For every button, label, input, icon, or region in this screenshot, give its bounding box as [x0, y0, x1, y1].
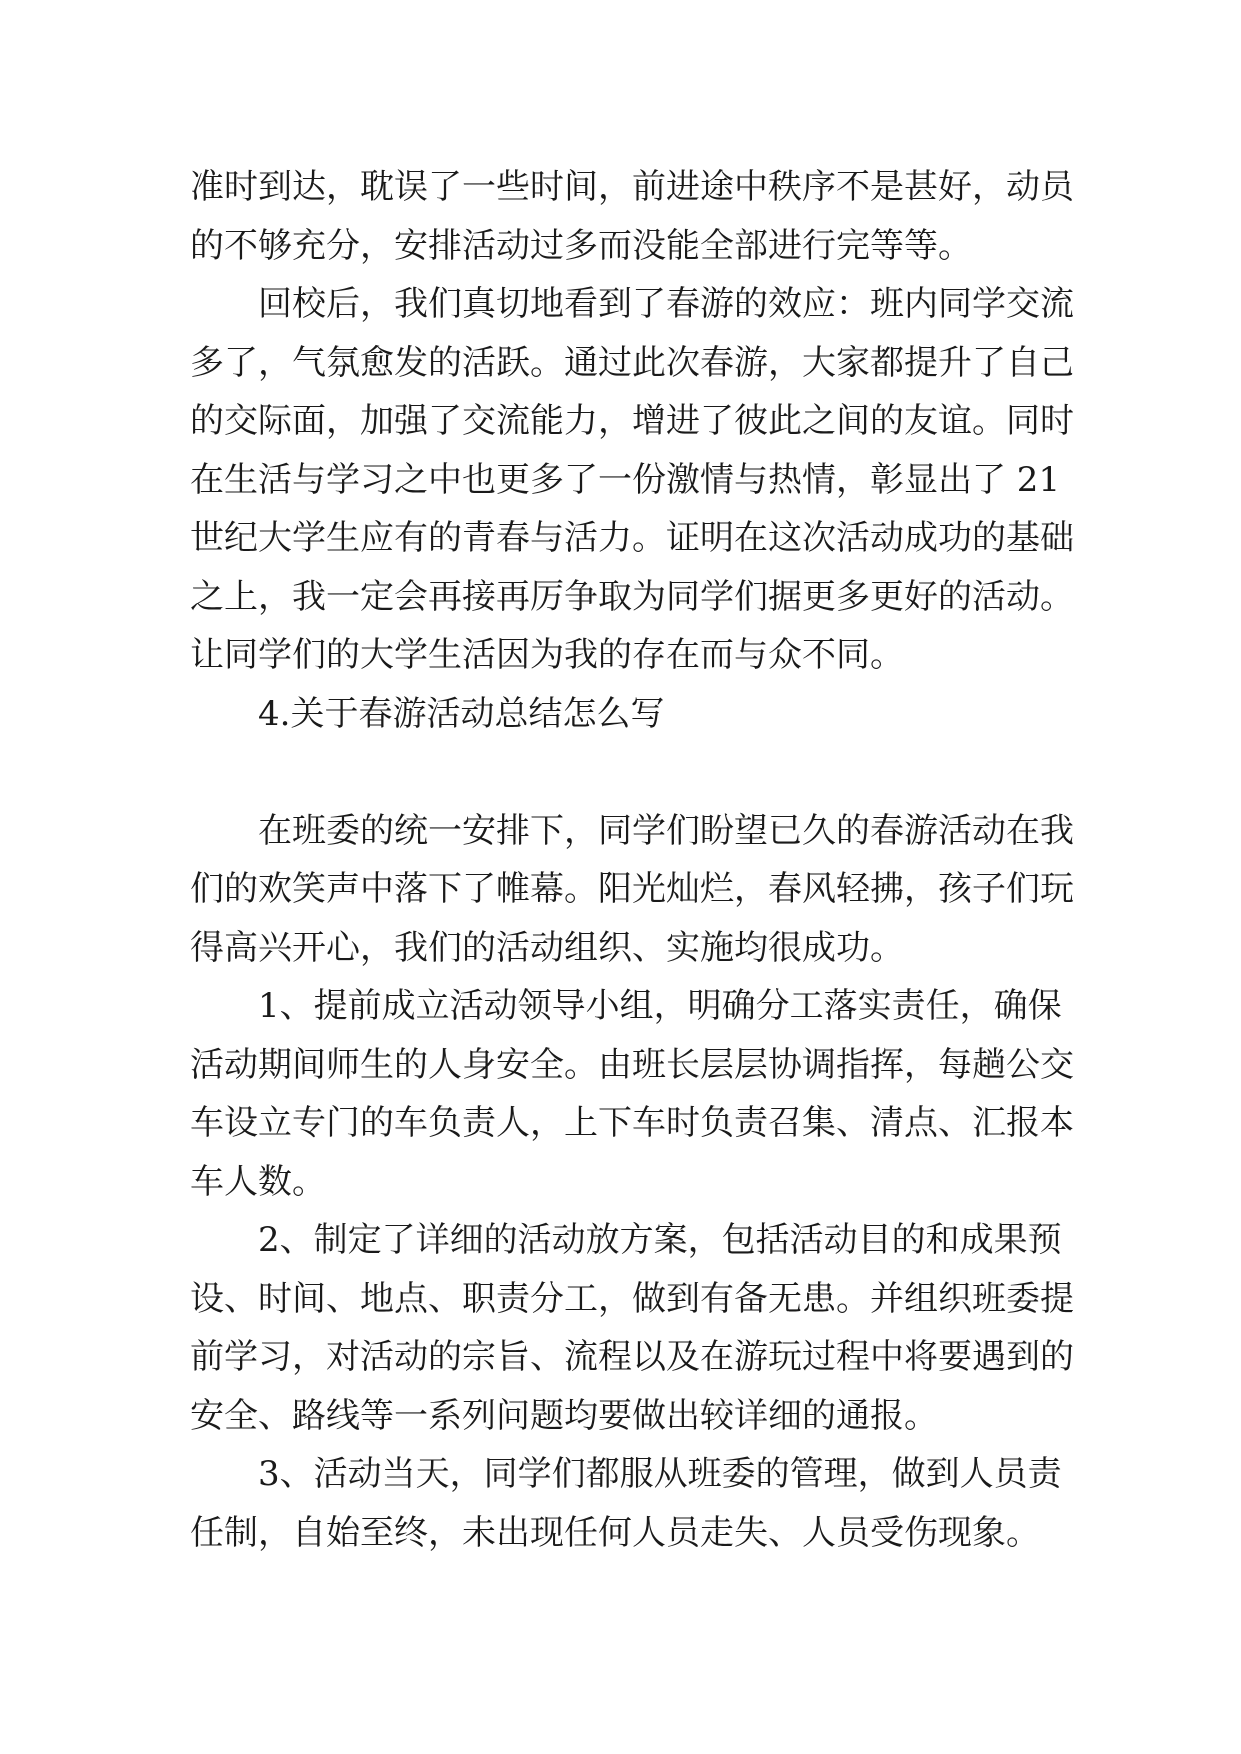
text-line: 车人数。: [190, 1161, 326, 1202]
text-line: 回校后，我们真切地看到了春游的效应：班内同学交流: [258, 284, 1074, 324]
text-line: 设、时间、地点、职责分工，做到有备无患。并组织班委提: [190, 1278, 1074, 1319]
text-line: 之上，我一定会再接再厉争取为同学们据更多更好的活动。: [190, 576, 1074, 617]
text-line: 在生活与学习之中也更多了一份激情与热情，彰显出了 21: [190, 459, 1061, 500]
text-line: 让同学们的大学生活因为我的存在而与众不同。: [190, 635, 904, 675]
text-line: 们的欢笑声中落下了帷幕。阳光灿烂，春风轻拂，孩子们玩: [190, 869, 1074, 909]
document-body: [190, 158, 1074, 1562]
blank-line: [190, 743, 1060, 802]
text-line: 的不够充分，安排活动过多而没能全部进行完等等。: [190, 225, 972, 266]
text-line: 前学习，对活动的宗旨、流程以及在游玩过程中将要遇到的: [190, 1337, 1074, 1377]
text-line: 安全、路线等一系列问题均要做出较详细的通报。: [190, 1395, 938, 1436]
text-line: 准时到达，耽误了一些时间，前进途中秩序不是甚好，动员: [190, 167, 1074, 207]
text-line: 得高兴开心，我们的活动组织、实施均很成功。: [190, 927, 904, 968]
text-line: 多了，气氛愈发的活跃。通过此次春游，大家都提升了自己: [190, 342, 1074, 383]
text-line: 2、制定了详细的活动放方案，包括活动目的和成果预: [258, 1220, 1062, 1260]
text-line: 在班委的统一安排下，同学们盼望已久的春游活动在我: [258, 810, 1074, 851]
text-line: 任制，自始至终，未出现任何人员走失、人员受伤现象。: [190, 1512, 1040, 1553]
section-heading: 4.关于春游活动总结怎么写: [258, 693, 665, 734]
text-line: 3、活动当天，同学们都服从班委的管理，做到人员责: [258, 1454, 1062, 1494]
text-line: 的交际面，加强了交流能力，增进了彼此之间的友谊。同时: [190, 401, 1074, 441]
text-line: 世纪大学生应有的青春与活力。证明在这次活动成功的基础: [190, 518, 1074, 558]
text-line: 车设立专门的车负责人，上下车时负责召集、清点、汇报本: [190, 1103, 1074, 1143]
text-line: 1、提前成立活动领导小组，明确分工落实责任，确保: [258, 986, 1062, 1026]
text-line: 活动期间师生的人身安全。由班长层层协调指挥，每趟公交: [190, 1044, 1074, 1085]
